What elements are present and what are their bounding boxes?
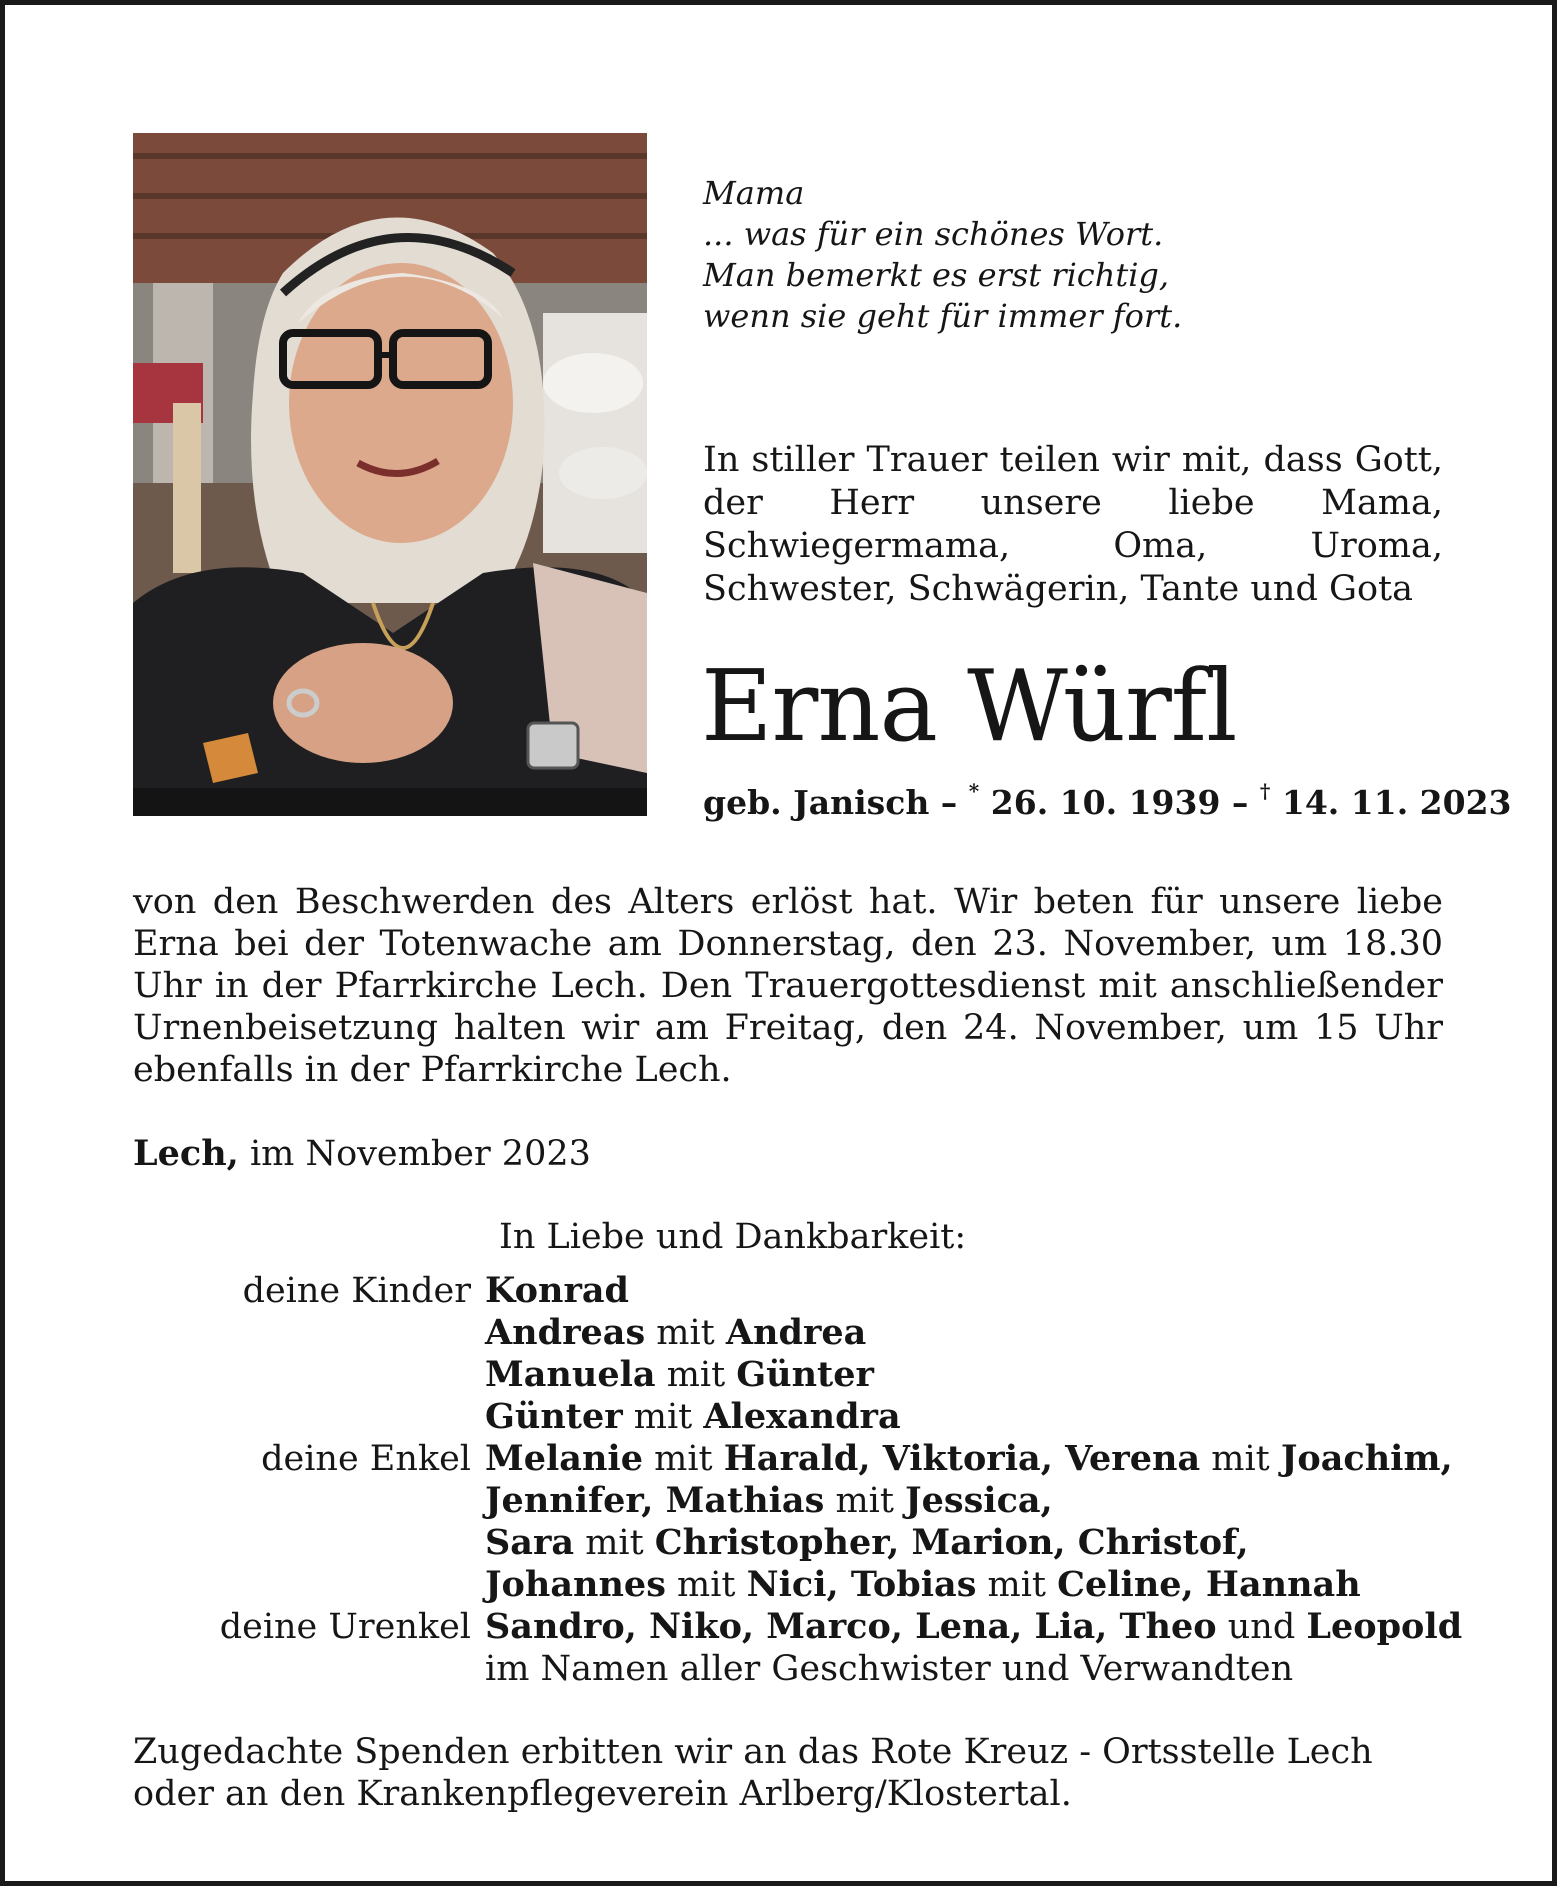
family-name: Joachim, [1280,1438,1453,1479]
family-connector: mit [645,1313,726,1353]
family-role [133,1396,485,1438]
family-names [485,1480,1053,1522]
poem-line: Mama [703,174,805,212]
family-list [133,1270,1463,1690]
family-names [485,1396,901,1438]
family-connector: mit [976,1565,1058,1605]
family-role [133,1480,485,1522]
family-name: Andrea [725,1312,867,1353]
family-row [133,1354,1453,1396]
portrait-image [133,133,647,816]
family-role [133,1312,485,1354]
family-role: deine Enkel [261,1439,471,1479]
family-name: Alexandra [703,1396,901,1437]
family-name: Harald, Viktoria, Verena [723,1438,1201,1479]
birth-symbol: * [968,779,980,803]
portrait-photo [133,133,647,816]
death-symbol: † [1259,779,1271,803]
place-month: im November 2023 [238,1134,591,1174]
poem-line: ... was für ein schönes Wort. [703,215,1164,253]
family-names [485,1312,866,1354]
thanks-line: In Liebe und Dankbarkeit: [499,1217,967,1257]
family-name: Leopold [1306,1606,1463,1647]
family-name: Manuela [485,1354,656,1395]
family-names [485,1438,1453,1480]
family-name: Celine, Hannah [1057,1564,1361,1605]
family-connector: mit [665,1565,747,1605]
family-names [485,1270,629,1312]
family-name: Jessica, [905,1480,1053,1521]
death-date: 14. 11. 2023 [1281,783,1512,822]
family-names [485,1564,1361,1606]
family-connector: mit [1200,1439,1281,1479]
family-connector: mit [824,1481,906,1521]
family-connector: mit [622,1397,704,1437]
family-names [485,1354,874,1396]
family-row [133,1312,1453,1354]
family-connector: mit [655,1355,737,1395]
donation-note: Zugedachte Spenden erbitten wir an das Rote Kreuz - Ortsstelle Lech oder an den Krankenpflegeverein Arlberg/Klostertal. [133,1732,1373,1814]
life-dates: geb. Janisch – * 26. 10. 1939 – † 14. 11. 2023 [703,779,1512,822]
deceased-name: Erna Würfl [701,650,1237,764]
family-row [133,1606,1463,1648]
poem [703,173,1182,337]
service-details: von den Beschwerden des Alters erlöst hat. Wir beten für unsere liebe Erna bei der Totenwache am Donnerstag, den 23. November, um 18.30 Uhr in der Pfarrkirche Lech. Den Trauergottesdienst mit anschließender Urnenbeisetzung halten wir am Freitag, den 24. November, um 15 Uhr ebenfalls in der Pfarrkirche Lech. [133,882,1443,1090]
family-name: Christopher, Marion, Christof, [654,1522,1249,1563]
family-name: Günter [736,1354,874,1395]
family-row [133,1522,1453,1564]
family-role [133,1648,485,1690]
poem-line: Man bemerkt es erst richtig, [703,256,1170,294]
family-name: Nici, Tobias [746,1564,977,1605]
place-town: Lech, [133,1133,239,1174]
family-connector: und [1216,1607,1307,1647]
birth-date: 26. 10. 1939 [990,783,1221,822]
family-name: Konrad [485,1270,630,1311]
family-row [133,1648,1453,1690]
family-role [133,1564,485,1606]
family-name: Sara [485,1522,575,1563]
family-connector: mit [574,1523,655,1563]
family-names [485,1606,1462,1648]
family-names [485,1648,1293,1690]
place-date [133,1133,591,1174]
family-name: Günter [485,1396,623,1437]
family-names [485,1522,1249,1564]
family-row [133,1270,1453,1312]
family-row [133,1396,1453,1438]
intro-text: In stiller Trauer teilen wir mit, dass Gott, der Herr unsere liebe Mama, Schwiegermama, Oma, Uroma, Schwester, Schwägerin, Tante und Gota [703,440,1443,609]
family-role: deine Urenkel [219,1607,471,1647]
family-name: Johannes [485,1564,666,1605]
poem-line: wenn sie geht für immer fort. [703,297,1183,335]
family-name: Andreas [485,1312,646,1353]
family-name: Sandro, Niko, Marco, Lena, Lia, Theo [485,1606,1217,1647]
family-row [133,1564,1453,1606]
family-row [133,1438,1453,1480]
family-name: Jennifer, Mathias [485,1480,825,1521]
family-name: Melanie [485,1438,643,1479]
family-connector: mit [643,1439,724,1479]
family-role: deine Kinder [242,1271,471,1311]
family-role [133,1522,485,1564]
birth-name: geb. Janisch [703,783,930,822]
family-connector: im Namen aller Geschwister und Verwandten [485,1649,1294,1689]
family-role [133,1354,485,1396]
family-row [133,1480,1453,1522]
